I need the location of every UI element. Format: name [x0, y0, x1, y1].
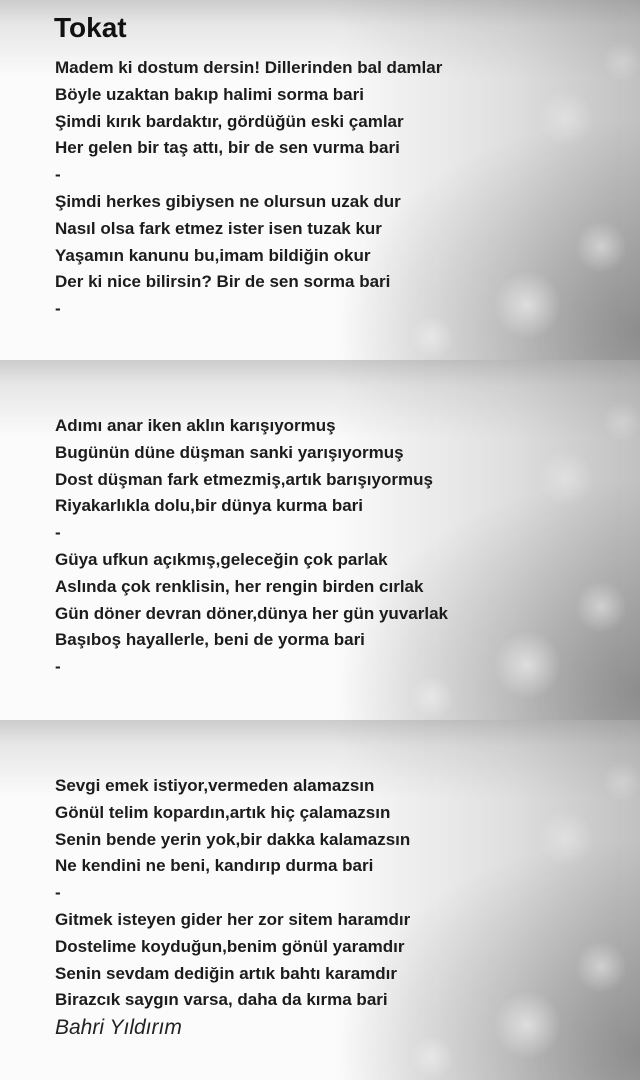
poem-line: Dost düşman fark etmezmiş,artık barışıyormuş [55, 469, 433, 489]
poem-line: Riyakarlıkla dolu,bir dünya kurma bari [55, 496, 363, 516]
poem-line: Nasıl olsa fark etmez ister isen tuzak kur [55, 218, 382, 238]
poem-line-dash: - [55, 299, 61, 319]
poem-stanza-1 [55, 55, 610, 323]
poem-line-dash: - [55, 883, 61, 903]
poem-line: Birazcık saygın varsa, daha da kırma bari [55, 990, 388, 1010]
poem-line: Gün döner devran döner,dünya her gün yuvarlak [55, 603, 448, 623]
poem-line: Senin bende yerin yok,bir dakka kalamazsın [55, 829, 411, 849]
poem-line: Güya ufkun açıkmış,geleceğin çok parlak [55, 549, 388, 569]
poem-line-dash: - [55, 523, 61, 543]
poem-line-dash: - [55, 657, 61, 677]
poem-line: Dostelime koyduğun,benim gönül yaramdır [55, 936, 405, 956]
poem-title: Tokat [54, 12, 127, 43]
poem-line: Gönül telim kopardın,artık hiç çalamazsın [55, 802, 391, 822]
poem-line: Madem ki dostum dersin! Dillerinden bal damlar [55, 58, 443, 77]
poem-line: Adımı anar iken aklın karışıyormuş [55, 416, 336, 435]
poem-line-dash: - [55, 165, 61, 185]
poem-stanza-2 [55, 413, 610, 681]
poem-line: Yaşamın kanunu bu,imam bildiğin okur [55, 245, 371, 265]
poem-line: Böyle uzaktan bakıp halimi sorma bari [55, 84, 364, 104]
poem-stanza-3 [55, 773, 610, 1014]
poem-line: Gitmek isteyen gider her zor sitem haramdır [55, 909, 411, 929]
poem-line: Der ki nice bilirsin? Bir de sen sorma bari [55, 272, 391, 292]
poem-author: Bahri Yıldırım [55, 1016, 182, 1039]
poem-line: Her gelen bir taş attı, bir de sen vurma bari [55, 138, 400, 158]
poem-line: Ne kendini ne beni, kandırıp durma bari [55, 856, 374, 876]
poem-line: Sevgi emek istiyor,vermeden alamazsın [55, 776, 375, 795]
poem-line: Bugünün düne düşman sanki yarışıyormuş [55, 442, 404, 462]
poem-line: Başıboş hayallerle, beni de yorma bari [55, 630, 365, 650]
poem-line: Şimdi herkes gibiysen ne olursun uzak dur [55, 191, 401, 211]
poem-line: Şimdi kırık bardaktır, gördüğün eski çamlar [55, 111, 404, 131]
poem-line: Aslında çok renklisin, her rengin birden cırlak [55, 576, 424, 596]
poem-line: Senin sevdam dediğin artık bahtı karamdır [55, 963, 397, 983]
